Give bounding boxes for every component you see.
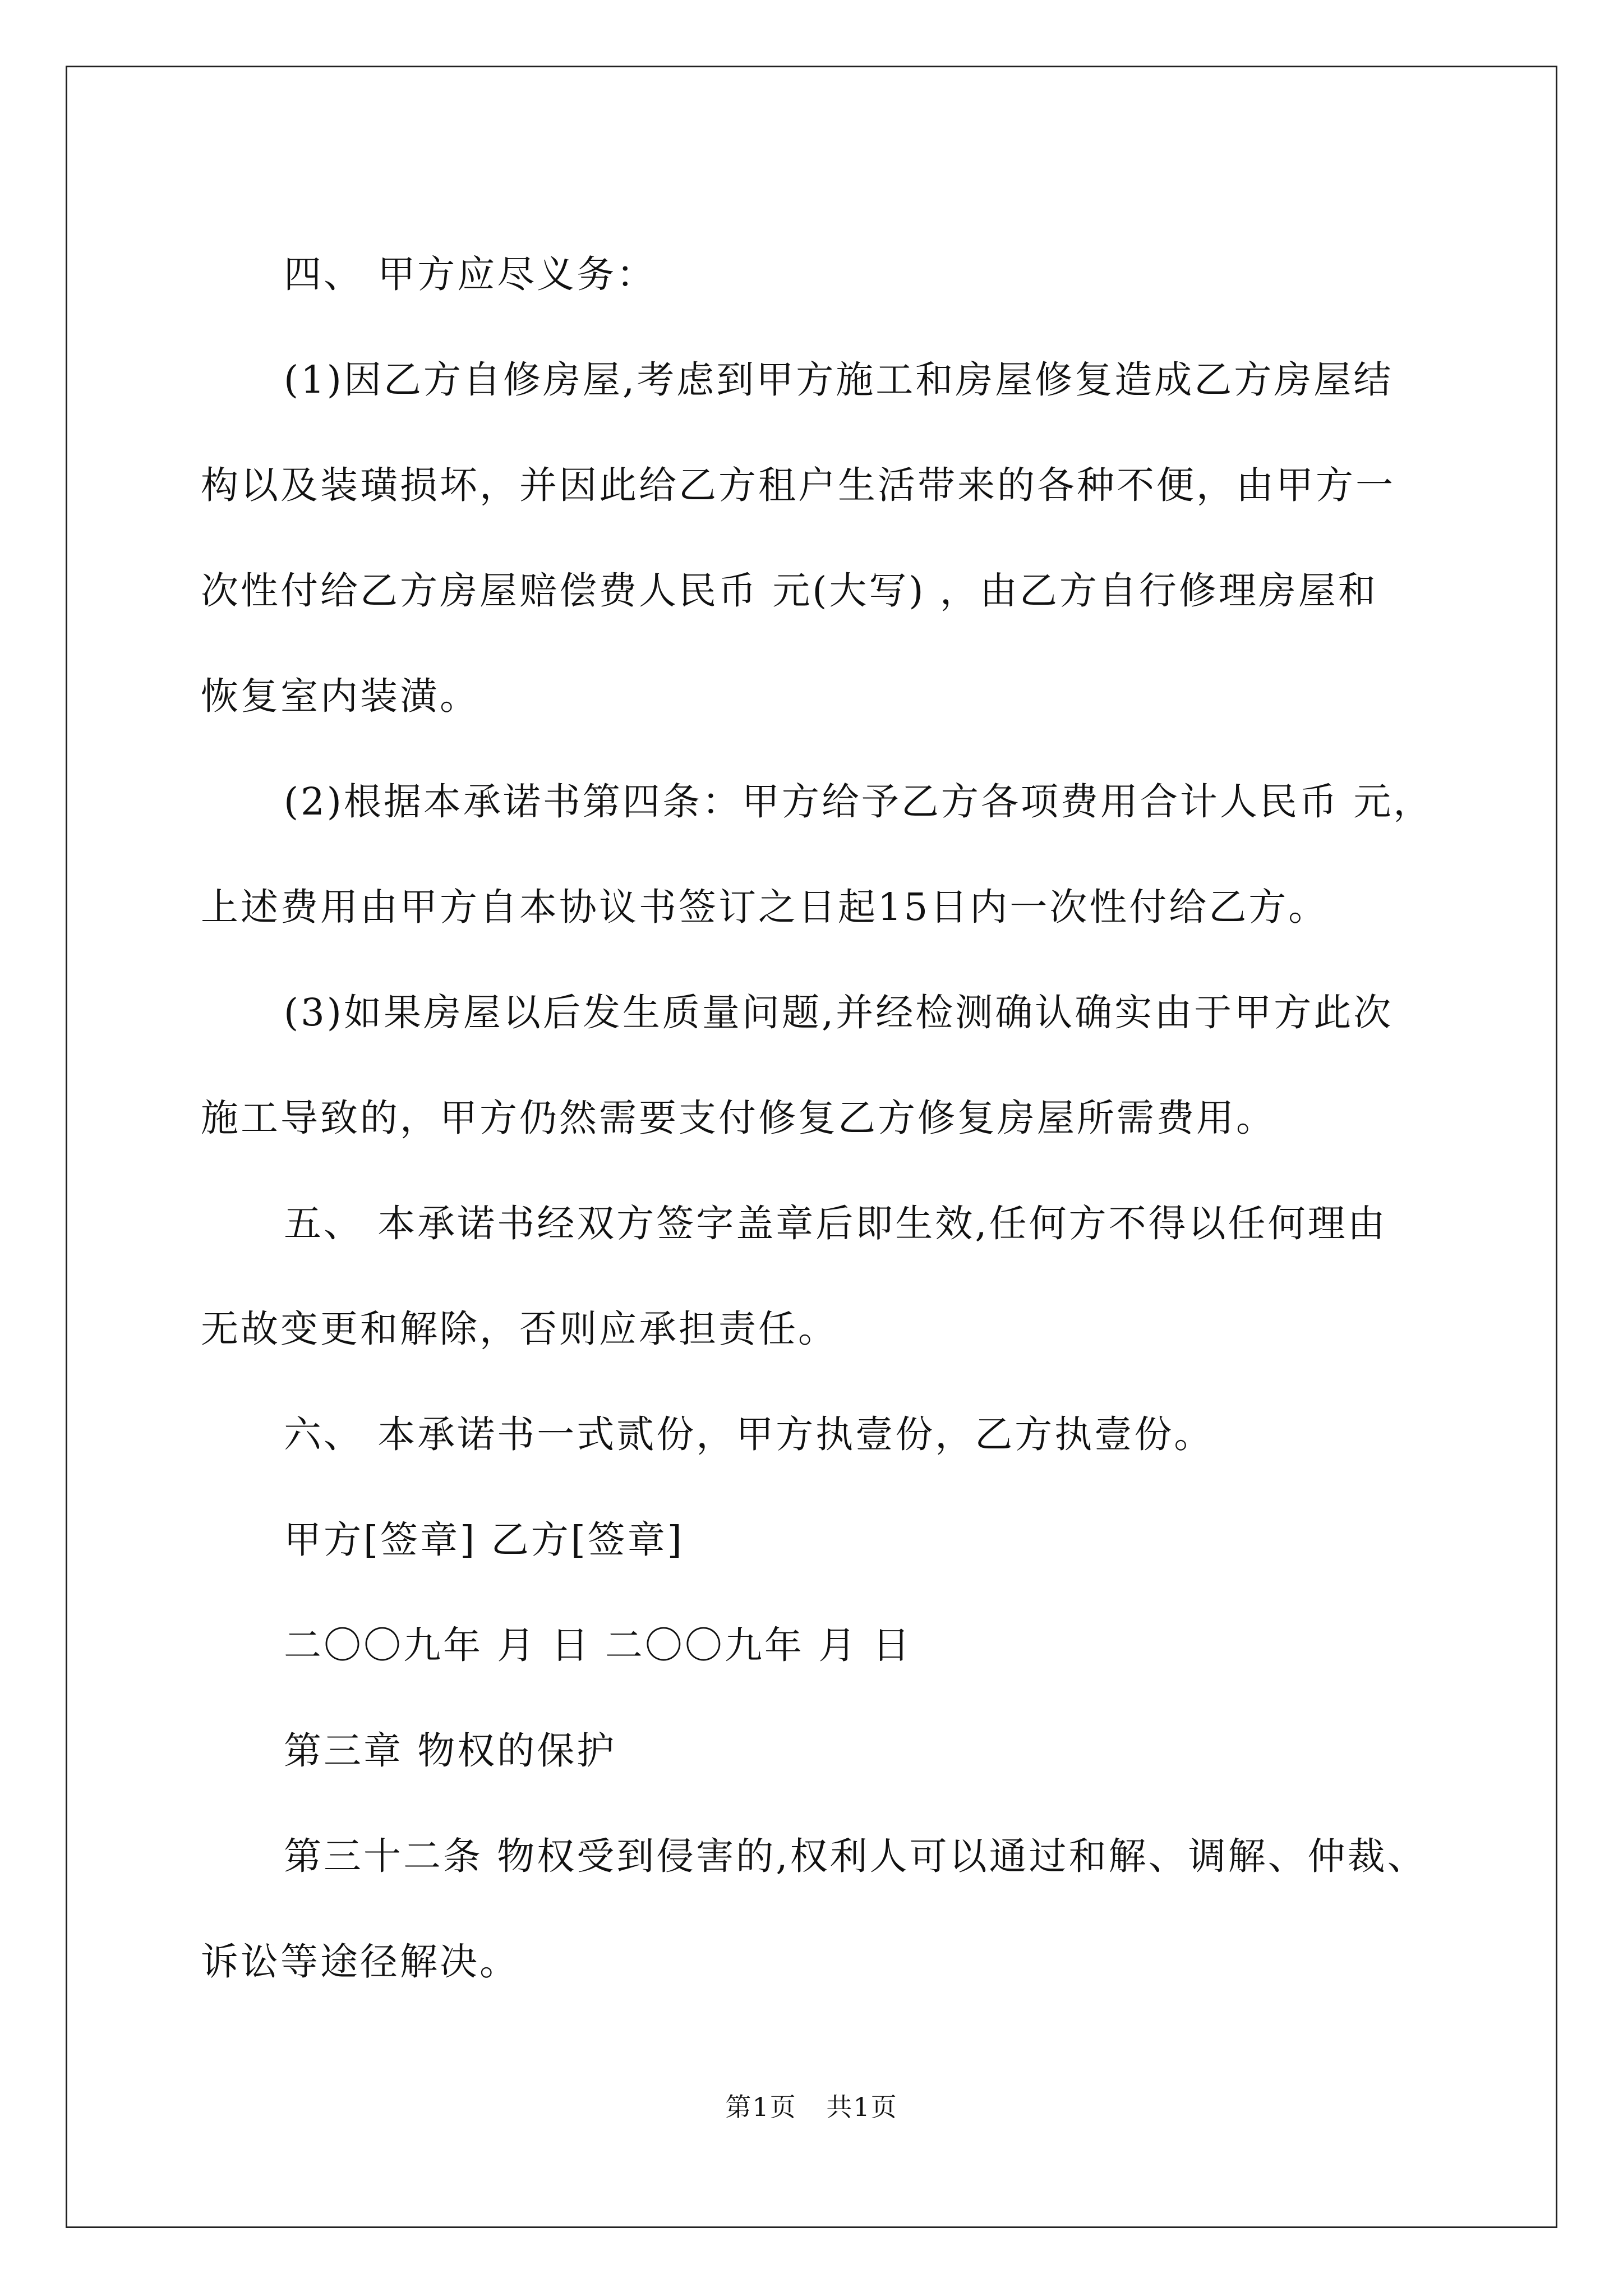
- clause-1-line-1: (1)因乙方自修房屋,考虑到甲方施工和房屋修复造成乙方房屋结: [284, 358, 1394, 402]
- clause-1-line-3: 次性付给乙方房屋赔偿费人民币 元(大写) ，由乙方自行修理房屋和: [201, 569, 1378, 613]
- page-total: 共1页: [826, 2092, 898, 2122]
- section-five-line-1: 五、 本承诺书经双方签字盖章后即生效,任何方不得以任何理由: [284, 1202, 1387, 1245]
- clause-1-line-4: 恢复室内装潢。: [201, 674, 479, 718]
- document-body: [201, 222, 1451, 2014]
- section-six: 六、 本承诺书一式贰份，甲方执壹份，乙方执壹份。: [284, 1412, 1214, 1456]
- page-number: 第1页: [725, 2092, 797, 2122]
- signature-line: 甲方[签章] 乙方[签章]: [284, 1518, 684, 1562]
- date-line: 二〇〇九年 月 日 二〇〇九年 月 日: [284, 1623, 912, 1667]
- section-four-heading: 四、 甲方应尽义务：: [284, 252, 657, 296]
- article-32-line-1: 第三十二条 物权受到侵害的,权利人可以通过和解、调解、仲裁、: [284, 1834, 1427, 1878]
- clause-3-line-1: (3)如果房屋以后发生质量问题,并经检测确认确实由于甲方此次: [284, 991, 1394, 1034]
- section-five-line-2: 无故变更和解除，否则应承担责任。: [201, 1307, 838, 1351]
- clause-1-line-2: 构以及装璜损坏，并因此给乙方租户生活带来的各种不便，由甲方一: [201, 463, 1395, 507]
- clause-2-line-1: (2)根据本承诺书第四条：甲方给予乙方各项费用合计人民币 元，: [284, 780, 1433, 823]
- page-footer: [0, 2087, 1623, 2124]
- clause-2-line-2: 上述费用由甲方自本协议书签订之日起15日内一次性付给乙方。: [201, 885, 1329, 929]
- article-32-line-2: 诉讼等途径解决。: [201, 1940, 519, 1984]
- chapter-three-heading: 第三章 物权的保护: [284, 1729, 617, 1773]
- clause-3-line-2: 施工导致的，甲方仍然需要支付修复乙方修复房屋所需费用。: [201, 1096, 1276, 1140]
